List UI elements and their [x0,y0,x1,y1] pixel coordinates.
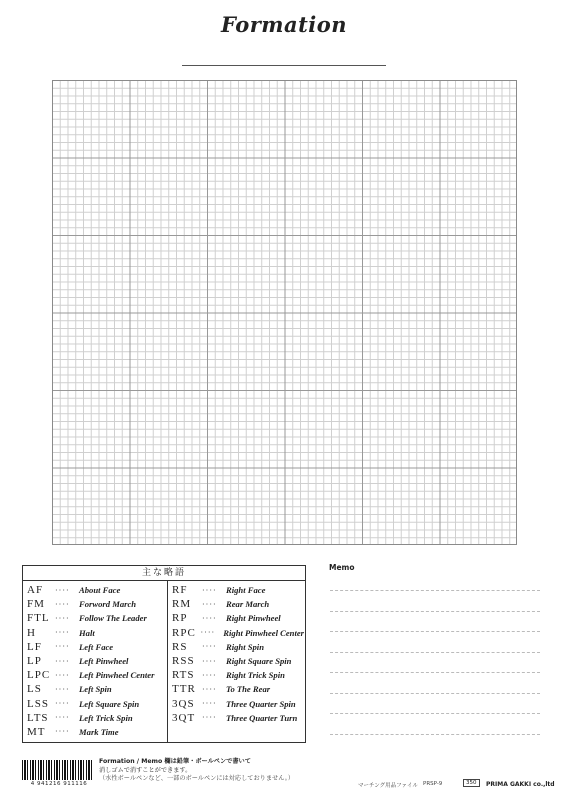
leader-dots: ···· [55,670,70,680]
abbreviation-code: RM [172,598,192,611]
abbreviation-code: LTS [27,711,49,724]
abbreviation-meaning: Right Face [226,585,266,596]
abbreviation-code: RPC [172,626,196,639]
abbreviation-row [27,682,165,696]
abbreviation-code: MT [27,725,46,738]
memo-line[interactable] [330,734,540,755]
abbreviation-meaning: Left Square Spin [79,698,140,709]
leader-dots: ···· [55,684,70,694]
abbreviation-meaning: Follow The Leader [79,613,147,624]
abbreviation-code: RSS [172,655,195,668]
leader-dots: ···· [202,713,217,723]
column-divider [167,580,168,742]
abbreviation-meaning: Left Pinwheel Center [79,670,155,681]
abbreviation-row [27,725,165,739]
notice-line: （水性ボールペンなど、一部のボールペンには対応しておりません。） [99,775,295,782]
leader-dots: ···· [55,727,70,737]
abbreviation-code: LF [27,640,42,653]
abbreviation-code: 3QS [172,697,195,710]
notice-line: 消しゴムで消すことができます。 [99,766,192,774]
abbreviation-meaning: Left Face [79,641,114,652]
barcode-number: 4 941216 911116 [30,781,88,787]
abbreviation-row [172,668,304,682]
abbreviation-meaning: Right Square Spin [226,656,292,667]
abbreviation-meaning: Left Spin [79,684,112,695]
series-name: マーチング用品ファイル [358,783,419,789]
abbreviation-code: RTS [172,669,195,682]
company-name: PRIMA GAKKI co.,ltd [486,781,555,788]
notice-line: Formation / Memo 欄は鉛筆・ボールペンで書いて [99,758,251,765]
abbreviation-code: AF [27,584,44,597]
abbreviation-row [172,682,304,696]
barcode-image [22,760,94,780]
abbreviation-code: LS [27,683,42,696]
abbreviation-row [27,640,165,654]
leader-dots: ···· [202,670,217,680]
abbreviation-meaning: Right Trick Spin [226,670,285,681]
leader-dots: ···· [202,699,217,709]
leader-dots: ···· [202,599,217,609]
abbreviation-meaning: Left Pinwheel [79,656,129,667]
abbreviation-code: TTR [172,683,196,696]
abbreviation-row [172,611,304,625]
leader-dots: ···· [55,699,70,709]
abbreviation-code: LP [27,655,42,668]
abbreviation-meaning: Halt [79,627,95,638]
memo-line[interactable] [330,693,540,714]
memo-line[interactable] [330,672,540,693]
abbreviation-table [22,565,306,743]
usage-notice [99,758,319,784]
abbreviation-code: RS [172,640,188,653]
leader-dots: ···· [55,628,70,638]
leader-dots: ···· [202,642,217,652]
abbreviation-row [27,654,165,668]
abbreviation-row [27,668,165,682]
abbreviation-meaning: Rear March [226,599,270,610]
memo-line[interactable] [330,631,540,652]
abbreviation-meaning: Forword March [79,599,137,610]
memo-line[interactable] [330,590,540,611]
abbreviation-row [172,697,304,711]
leader-dots: ···· [200,628,216,638]
leader-dots: ···· [55,656,70,666]
memo-line[interactable] [330,611,540,632]
abbreviation-meaning: Three Quarter Spin [226,698,296,709]
abbreviation-meaning: Three Quarter Turn [226,712,298,723]
abbreviation-row [27,711,165,725]
memo-line[interactable] [330,713,540,734]
price-badge: 350 [463,779,480,787]
leader-dots: ···· [55,642,70,652]
abbreviation-row [27,611,165,625]
abbreviation-code: 3QT [172,711,196,724]
memo-line[interactable] [330,652,540,673]
leader-dots: ···· [202,656,217,666]
leader-dots: ···· [55,613,70,623]
memo-area[interactable] [330,590,540,754]
abbreviation-row [172,711,304,725]
leader-dots: ···· [55,585,70,595]
memo-label: Memo [329,563,355,572]
abbreviation-meaning: To The Rear [226,684,271,695]
abbreviation-code: LPC [27,669,51,682]
abbreviation-meaning: Mark Time [79,726,119,737]
abbreviation-row [172,640,304,654]
abbreviation-code: FM [27,598,45,611]
abbreviation-row [27,697,165,711]
abbreviation-row [27,597,165,611]
leader-dots: ···· [202,585,217,595]
abbreviation-meaning: Right Pinwheel Center [223,627,304,638]
leader-dots: ···· [202,613,217,623]
abbreviation-header: 主な略語 [23,566,305,581]
abbreviation-row [172,583,304,597]
abbreviation-row [27,626,165,640]
abbreviation-code: H [27,626,36,639]
abbreviation-code: RP [172,612,188,625]
page-title: Formation [220,12,348,37]
formation-grid[interactable] [52,80,517,545]
product-code: PRSP-9 [423,781,443,787]
abbreviation-meaning: Right Spin [226,641,264,652]
abbreviation-row [27,583,165,597]
abbreviation-column-right [172,583,304,725]
abbreviation-meaning: Left Trick Spin [79,712,133,723]
name-underline[interactable] [182,65,386,66]
abbreviation-meaning: Right Pinwheel [226,613,281,624]
leader-dots: ···· [202,684,217,694]
abbreviation-code: RF [172,584,188,597]
abbreviation-row [172,654,304,668]
leader-dots: ···· [55,599,70,609]
abbreviation-code: LSS [27,697,49,710]
leader-dots: ···· [55,713,70,723]
abbreviation-code: FTL [27,612,50,625]
abbreviation-row [172,626,304,640]
abbreviation-column-left [27,583,165,739]
abbreviation-meaning: About Face [79,585,121,596]
abbreviation-row [172,597,304,611]
